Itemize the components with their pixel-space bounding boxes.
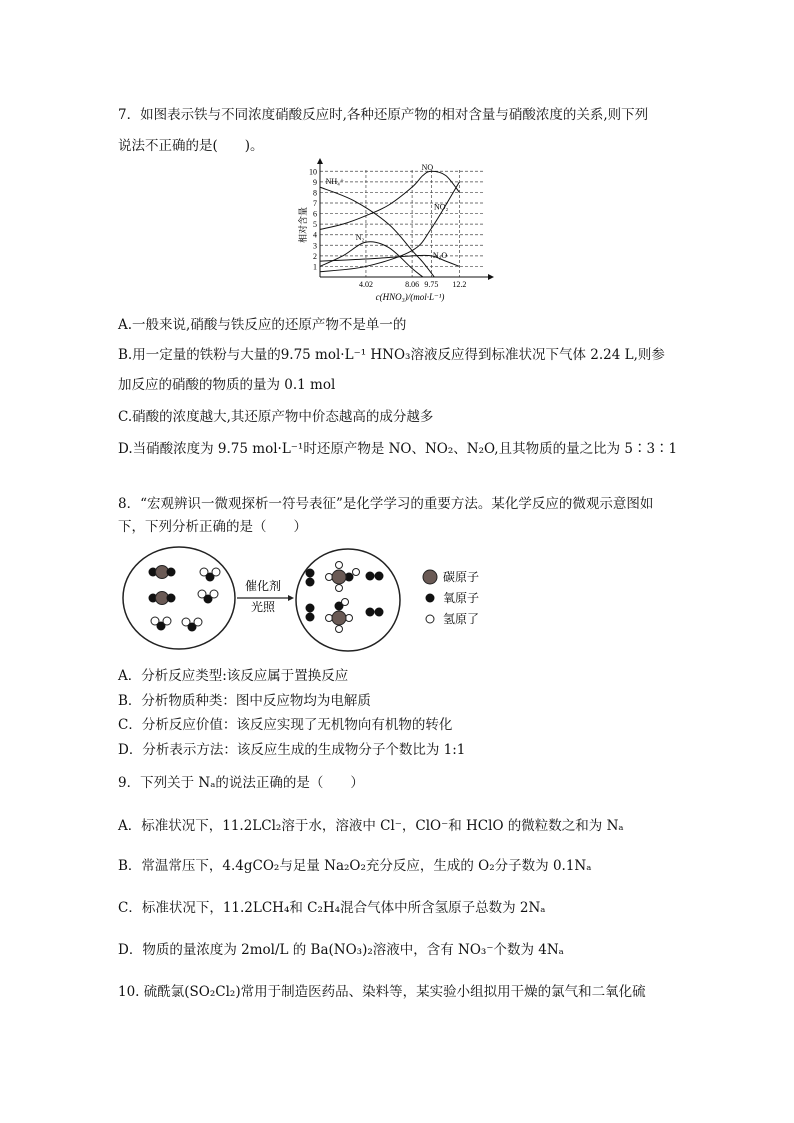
methanol-molecule bbox=[326, 599, 353, 633]
h2o-molecule bbox=[200, 568, 220, 582]
y-tick-label: 6 bbox=[313, 209, 317, 219]
co2-molecule bbox=[149, 566, 176, 579]
q8-diagram bbox=[120, 544, 500, 656]
y-tick-label: 2 bbox=[313, 251, 317, 261]
x-axis-arrow bbox=[488, 274, 494, 280]
hydrogen-legend-icon bbox=[426, 615, 434, 623]
q7-option-b-line2: 加反应的硝酸的物质的量为 0.1 mol bbox=[118, 377, 336, 393]
q9-stem: 9．下列关于 Nₐ的说法正确的是（ ） bbox=[118, 775, 364, 791]
series-label: NO bbox=[421, 163, 434, 173]
legend-oxygen: 氧原子 bbox=[443, 591, 480, 605]
reaction-arrow-head bbox=[288, 595, 294, 601]
o2-molecule bbox=[306, 604, 315, 622]
series-label: NO₂ bbox=[433, 202, 449, 212]
methanol-molecule bbox=[326, 562, 360, 592]
q8-option-c: C．分析反应价值：该反应实现了无机物向有机物的转化 bbox=[118, 717, 453, 733]
h2o-molecule bbox=[182, 618, 202, 632]
q9-option-d: D．物质的量浓度为 2mol/L 的 Ba(NO₃)₂溶液中，含有 NO₃⁻个数为 4Nₐ bbox=[118, 942, 564, 958]
legend-hydrogen: 氢原了 bbox=[443, 612, 480, 626]
h2o-molecule bbox=[151, 617, 171, 631]
y-tick-label: 8 bbox=[313, 188, 317, 198]
q8-option-b: B．分析物质种类：图中反应物均为电解质 bbox=[118, 693, 371, 709]
q7-chart bbox=[300, 158, 500, 312]
h2o-molecule bbox=[198, 590, 218, 604]
carbon-legend-icon bbox=[423, 570, 437, 584]
q7-option-d: D.当硝酸浓度为 9.75 mol·L⁻¹时还原产物是 NO、NO₂、N₂O,且其物质的量之比为 5∶3∶1 bbox=[118, 441, 678, 457]
y-tick-label: 10 bbox=[309, 167, 317, 177]
co2-molecule bbox=[149, 592, 176, 605]
q8-stem-line2: 下，下列分析正确的是（ ） bbox=[118, 519, 307, 535]
q7-stem-line2: 说法不正确的是( )。 bbox=[118, 138, 264, 154]
q8-stem-line1: 8．“宏观辨识一微观探析一符号表征”是化学学习的重要方法。某化学反应的微观示意图如 bbox=[118, 496, 654, 512]
y-tick-label: 1 bbox=[313, 262, 317, 272]
light-label: 光照 bbox=[250, 600, 276, 614]
y-tick-label: 3 bbox=[313, 241, 317, 251]
series-label: NH₄⁺ bbox=[325, 176, 345, 186]
x-axis-label: c(HNO₃)/(mol·L⁻¹) bbox=[375, 292, 445, 302]
series-line bbox=[320, 242, 423, 277]
legend-carbon: 碳原子 bbox=[443, 570, 480, 584]
y-tick-label: 9 bbox=[313, 177, 317, 187]
oxygen-legend-icon bbox=[426, 594, 435, 603]
x-tick-label: 9.75 bbox=[424, 280, 439, 289]
q7-option-c: C.硝酸的浓度越大,其还原产物中价态越高的成分越多 bbox=[118, 409, 434, 425]
o2-molecule bbox=[306, 569, 315, 587]
q7-stem-line1: 7．如图表示铁与不同浓度硝酸反应时,各种还原产物的相对含量与硝酸浓度的关系,则下列 bbox=[118, 107, 649, 123]
catalyst-label: 催化剂 bbox=[244, 579, 282, 593]
q8-option-d: D．分析表示方法：该反应生成的生成物分子个数比为 1:1 bbox=[118, 742, 466, 758]
reactants-circle bbox=[123, 547, 235, 649]
q9-option-b: B．常温常压下，4.4gCO₂与足量 Na₂O₂充分反应，生成的 O₂分子数为 0.1Nₐ bbox=[118, 858, 592, 874]
q7-option-b-line1: B.用一定量的铁粉与大量的9.75 mol·L⁻¹ HNO₃溶液反应得到标准状况下气体 2.24 L,则参 bbox=[118, 347, 665, 363]
q8-diagram-svg bbox=[120, 544, 500, 652]
o2-molecule bbox=[366, 572, 384, 581]
y-axis-label: 相对含量 bbox=[298, 206, 308, 244]
x-tick-label: 8.06 bbox=[405, 280, 420, 289]
x-tick-label: 4.02 bbox=[358, 280, 373, 289]
o2-molecule bbox=[366, 608, 384, 617]
series-label: N₂ bbox=[355, 233, 365, 242]
series-label: N₂O bbox=[432, 250, 448, 260]
y-tick-label: 7 bbox=[313, 199, 317, 208]
q8-option-a: A．分析反应类型:该反应属于置换反应 bbox=[118, 668, 349, 684]
q10-stem: 10. 硫酰氯(SO₂Cl₂)常用于制造医药品、染料等，某实验小组拟用干燥的氯气和二氧化硫 bbox=[118, 984, 646, 1000]
y-tick-label: 4 bbox=[313, 230, 317, 240]
q7-chart-svg bbox=[300, 158, 500, 308]
y-axis-arrow bbox=[317, 158, 323, 164]
q7-option-a: A.一般来说,硝酸与铁反应的还原产物不是单一的 bbox=[118, 317, 407, 333]
x-tick-label: 12.2 bbox=[452, 280, 467, 289]
q9-option-c: C．标准状况下，11.2LCH₄和 C₂H₄混合气体中所含氢原子总数为 2Nₐ bbox=[118, 900, 546, 916]
q9-option-a: A．标准状况下，11.2LCl₂溶于水，溶液中 Cl⁻，ClO⁻和 HClO 的微粒数之和为 Nₐ bbox=[118, 818, 624, 834]
y-tick-label: 5 bbox=[313, 220, 317, 230]
